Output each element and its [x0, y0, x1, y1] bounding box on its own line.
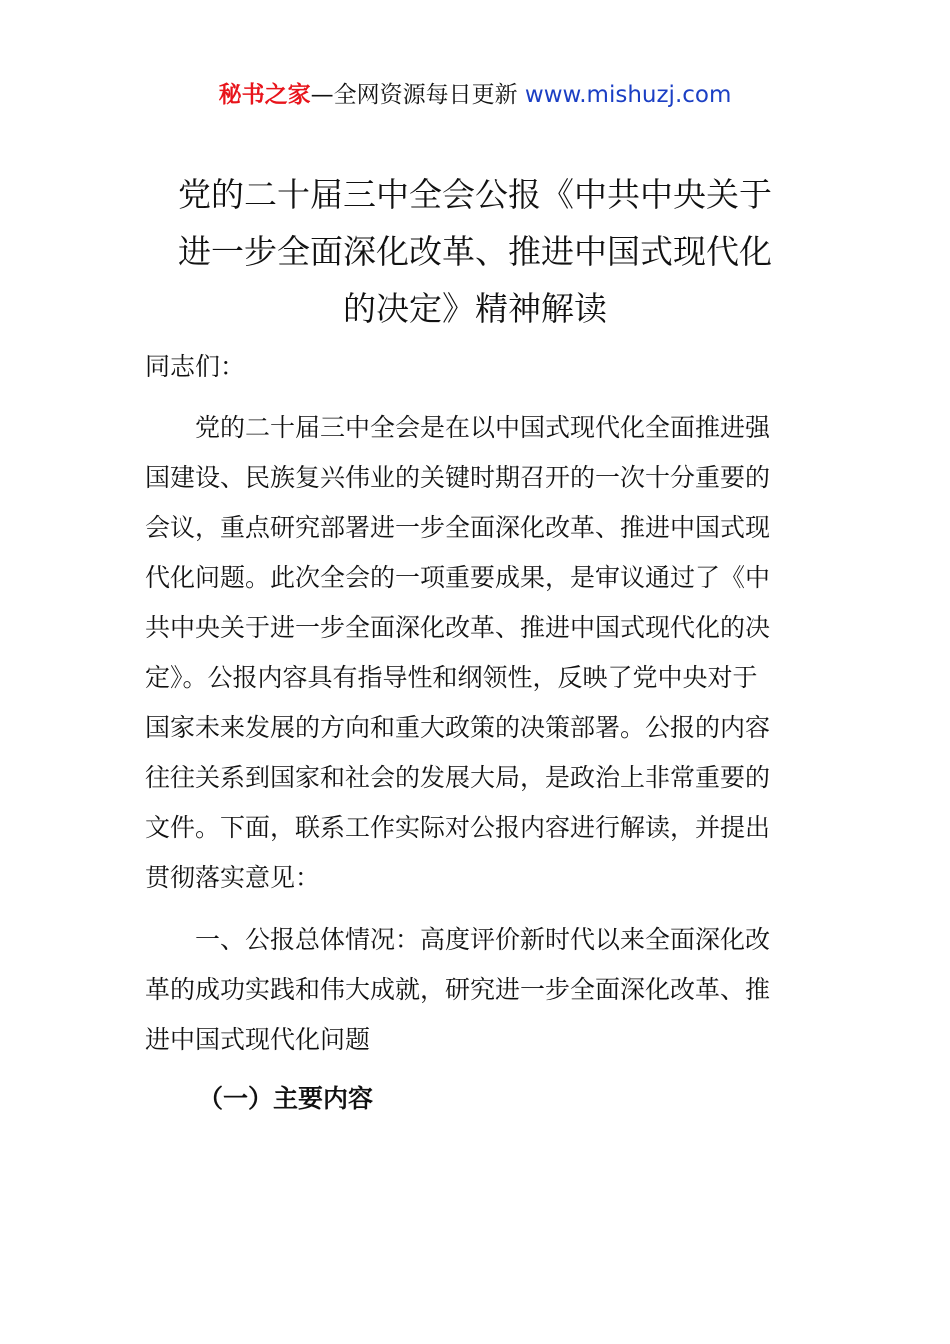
site-banner: [0, 78, 950, 112]
document-title: [150, 166, 800, 337]
site-tagline: —全网资源每日更新: [310, 82, 525, 108]
section-heading: [145, 915, 810, 1065]
section-heading-line: 进中国式现代化问题: [145, 1025, 371, 1054]
title-line: 党的二十届三中全会公报《中共中央关于: [178, 175, 772, 214]
site-url[interactable]: www.mishuzj.com: [524, 82, 732, 108]
section-heading-line: 革的成功实践和伟大成就，研究进一步全面深化改革、推: [145, 975, 771, 1004]
paragraph-line: 代化问题。此次全会的一项重要成果，是审议通过了《中: [145, 563, 771, 592]
paragraph-line: 定》。公报内容具有指导性和纲领性，反映了党中央对于: [145, 663, 758, 692]
title-line: 的决定》精神解读: [343, 289, 607, 328]
paragraph-line: 会议，重点研究部署进一步全面深化改革、推进中国式现: [145, 513, 771, 542]
paragraph-line: 文件。下面，联系工作实际对公报内容进行解读，并提出: [145, 813, 771, 842]
paragraph-line: 党的二十届三中全会是在以中国式现代化全面推进强: [145, 413, 771, 442]
paragraph-line: 国家未来发展的方向和重大政策的决策部署。公报的内容: [145, 713, 771, 742]
section-heading-line: 一、公报总体情况：高度评价新时代以来全面深化改: [145, 925, 771, 954]
title-line: 进一步全面深化改革、推进中国式现代化: [178, 232, 772, 271]
intro-paragraph: [145, 403, 810, 903]
paragraph-line: 国建设、民族复兴伟业的关键时期召开的一次十分重要的: [145, 463, 771, 492]
greeting: 同志们：: [145, 352, 246, 381]
paragraph-line: 贯彻落实意见：: [145, 863, 321, 892]
paragraph-line: 往往关系到国家和社会的发展大局，是政治上非常重要的: [145, 763, 771, 792]
site-name: 秘书之家: [218, 82, 311, 108]
paragraph-line: 共中央关于进一步全面深化改革、推进中国式现代化的决: [145, 613, 771, 642]
subsection-heading: （一）主要内容: [198, 1084, 374, 1113]
